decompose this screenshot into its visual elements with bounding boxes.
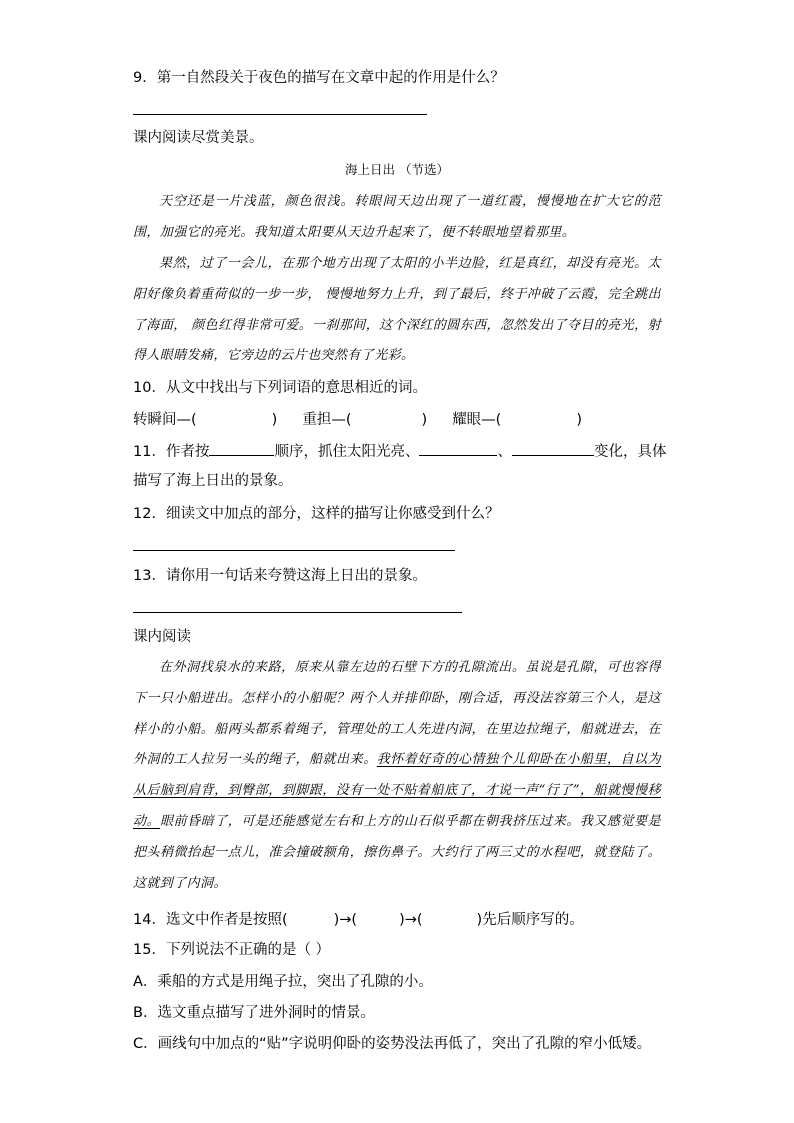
passage-2-paragraph <box>133 653 661 899</box>
question-11 <box>133 441 666 462</box>
passage-1-title: 海上日出 （节选） <box>345 162 449 177</box>
q14-part-c: )→( <box>399 912 423 928</box>
q14-part-b: )→( <box>333 912 358 928</box>
q14-part-a: 14．选文中作者是按照( <box>133 912 288 928</box>
answer-line-9[interactable] <box>133 114 427 115</box>
q11-part-2: 顺序，抓住太阳光亮、 <box>274 444 420 460</box>
q10-item-2-close: ) <box>421 412 428 428</box>
answer-line-12[interactable] <box>133 550 455 551</box>
passage-2-text-before: 在外洞找泉水的来路，原来从靠左边的石壁下方的孔隙流出。虽说是孔隙，可也容得下一只小船进出。怎样小的小船呢？两个人并排仰卧，刚合适，再没法容第三个人，是这样小的小船。船两头都系着绳子，管理处的工人先进内洞，在里边拉绳子，船就进去，在外洞的工人拉另一头的绳子，船就出来。 <box>133 660 661 768</box>
section-1-intro: 课内阅读尽赏美景。 <box>133 130 264 146</box>
question-12: 12．细读文中加点的部分，这样的描写让你感受到什么？ <box>133 506 500 522</box>
q10-item-2-label: 重担—( <box>302 412 352 428</box>
passage-2-text-after: 眼前昏暗了，可是还能感觉左右和上方的山石似乎都在朝我挤压过来。我又感觉要是把头稍微抬起一点儿，准会撞破额角，擦伤鼻子。大约行了两三丈的水程吧，就登陆了。这就到了内洞。 <box>133 813 661 891</box>
q11-part-1: 11．作者按 <box>133 444 210 460</box>
passage-1-paragraph-2: 果然，过了一会儿，在那个地方出现了太阳的小半边脸，红是真红，却没有亮光。太阳好像负着重荷似的一步一步， 慢慢地努力上升，到了最后，终于冲破了云霞，完全跳出了海面， 颜色红得非常可爱。一刹那间，这个深红的圆东西，忽然发出了夺目的亮光，射得人眼睛发痛，它旁边的云片也突然有了光彩。 <box>133 256 661 364</box>
q15-option-a[interactable]: A．乘船的方式是用绳子拉，突出了孔隙的小。 <box>133 974 433 990</box>
q10-item-1-label: 转瞬间—( <box>133 412 197 428</box>
q10-item-1-close: ) <box>271 412 278 428</box>
q11-blank-3[interactable] <box>512 441 594 456</box>
q11-part-3: 、 <box>497 444 512 460</box>
q15-option-b[interactable]: B．选文重点描写了进外洞时的情景。 <box>133 1005 375 1021</box>
question-10: 10．从文中找出与下列词语的意思相近的词。 <box>133 380 427 396</box>
question-10-items <box>133 410 582 430</box>
q11-part-4: 变化，具体 <box>593 444 667 460</box>
q10-item-3-label: 耀眼—( <box>452 412 502 428</box>
q15-option-c[interactable]: C．画线句中加点的“贴”字说明仰卧的姿势没法再低了，突出了孔隙的窄小低矮。 <box>133 1036 652 1052</box>
question-11-line-2: 描写了海上日出的景象。 <box>133 473 293 489</box>
question-13: 13．请你用一句话来夸赞这海上日出的景象。 <box>133 568 427 584</box>
q14-part-d: )先后顺序写的。 <box>476 912 584 928</box>
q10-item-3-close: ) <box>576 412 583 428</box>
question-15: 15．下列说法不正确的是（ ） <box>133 942 331 958</box>
section-2-intro: 课内阅读 <box>133 629 191 645</box>
passage-1-paragraph-1: 天空还是一片浅蓝，颜色很浅。转眼间天边出现了一道红霞，慢慢地在扩大它的范围，加强它的亮光。我知道太阳要从天边升起来了，便不转眼地望着那里。 <box>133 194 661 240</box>
q11-blank-1[interactable] <box>209 441 274 456</box>
question-14 <box>133 910 584 930</box>
q11-blank-2[interactable] <box>419 441 497 456</box>
passage-2-underlined-sentence: 我怀着好奇的心情独个儿仰卧在小船里，自以为从后脑到肩背，到臀部，到脚跟，没有一处不贴着船底了，才说一声“行了”，船就慢慢移动。 <box>133 752 662 829</box>
question-9: 9．第一自然段关于夜色的描写在文章中起的作用是什么？ <box>133 70 505 86</box>
answer-line-13[interactable] <box>133 612 462 613</box>
